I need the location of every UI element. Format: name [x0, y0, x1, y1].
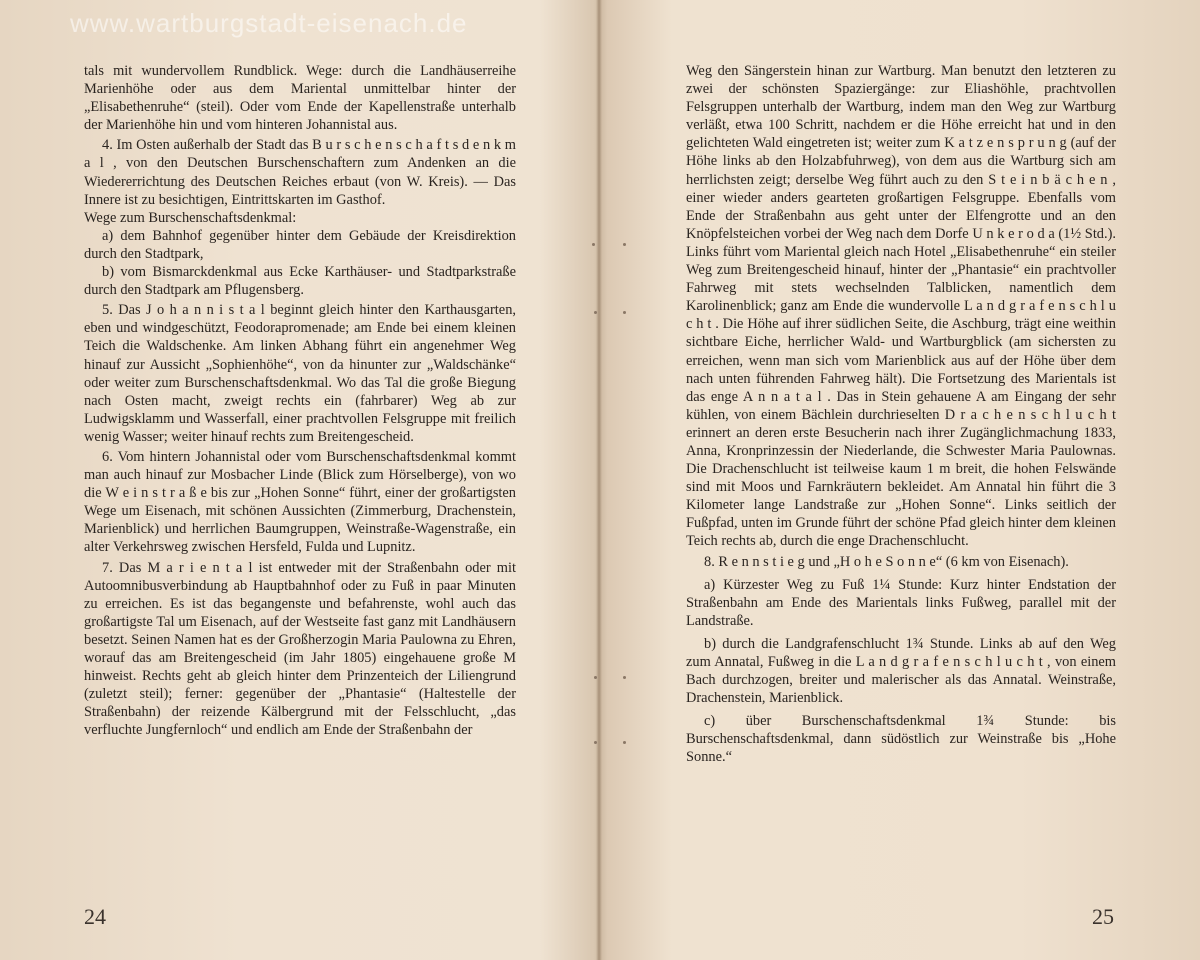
left-paragraph: 5. Das J o h a n n i s t a l beginnt gleich hinter den Karthausgarten, eben und windgeschützt, Feodorapromenade; am Ende bei einem kleinen Teich die Waldschenke. Am linken Abhang führt ein angenehmer Weg hinauf zur Aussicht „Sophienhöhe“, von da hinunter zur „Waldschänke“ oder weiter zum Burschenschaftsdenkmal. Wo das Tal die große Biegung nach Osten macht, zweigt rechts ein (fahrbarer) Weg ab zur Ludwigsklamm und Wasserfall, einer prachtvollen Felsgruppe mit freilich wenig Wasser; weiter hinauf rechts zum Breitengescheid.: [84, 302, 516, 445]
left-paragraph: b) vom Bismarckdenkmal aus Ecke Karthäuser- und Stadtparkstraße durch den Stadtpark am Pflugensberg.: [84, 264, 516, 299]
stitch-mark: [623, 676, 626, 679]
left-paragraph: tals mit wundervollem Rundblick. Wege: durch die Landhäuserreihe Marienhöhe oder aus dem Mariental unmittelbar hinter der „Elisabethenruhe“ (steil). Oder vom Ende der Kapellenstraße unterhalb der Marienhöhe hin und vom hinteren Johannistal aus.: [84, 63, 516, 134]
left-paragraph: Wege zum Burschenschaftsdenkmal:: [84, 209, 297, 226]
stitch-mark: [594, 676, 597, 679]
stitch-mark: [623, 243, 626, 246]
stitch-mark: [594, 311, 597, 314]
watermark: www.wartburgstadt-eisenach.de: [70, 8, 468, 38]
left-page: [84, 62, 516, 739]
left-paragraph: a) dem Bahnhof gegenüber hinter dem Gebäude der Kreisdirektion durch den Stadtpark,: [84, 227, 516, 262]
right-page: [686, 62, 1116, 767]
left-paragraph: 4. Im Osten außerhalb der Stadt das B u r s c h e n s c h a f t s d e n k m a l , von den Deutschen Burschenschaftern zum Andenken an die Wiedererrichtung des Deutschen Reiches erbaut (von W. Kreis). — Das Innere ist zu besichtigen, Eintrittskarten im Gasthof.: [84, 137, 516, 208]
right-paragraph: a) Kürzester Weg zu Fuß 1¼ Stunde: Kurz hinter Endstation der Straßenbahn am Ende des Marientals links Fußweg, parallel mit der Landstraße.: [686, 576, 1116, 629]
stitch-mark: [594, 741, 597, 744]
stitch-mark: [623, 741, 626, 744]
right-paragraph: c) über Burschenschaftsdenkmal 1¾ Stunde: bis Burschenschaftsdenkmal, dann südöstlich zur Weinstraße bis „Hohe Sonne.“: [686, 713, 1116, 766]
right-paragraph: b) durch die Landgrafenschlucht 1¾ Stunde. Links ab auf den Weg zum Annatal, Fußweg in die L a n d g r a f e n s c h l u c h t , von einem Bach durchzogen, breiter und malerischer als das Annatal. Weinstraße, Drachenstein, Marienblick.: [686, 635, 1116, 707]
stitch-mark: [592, 243, 595, 246]
book-gutter: [596, 0, 602, 960]
page-number-left: 24: [84, 904, 106, 929]
stitch-mark: [623, 311, 626, 314]
left-paragraph: 6. Vom hintern Johannistal oder vom Burschenschaftsdenkmal kommt man auch hinauf zur Mosbacher Linde (Blick zum Hörselberge), von wo die W e i n s t r a ß e bis zur „Hohen Sonne“ führt, einer der großartigsten Wege um Eisenach, mit schönen Aussichten (Zimmerburg, Drachenstein, Marienblick) und herrlichen Baumgruppen, Weinstraße-Wagenstraße, ein alter Verkehrsweg zwischen Hersfeld, Fulda und Lupnitz.: [84, 448, 516, 556]
page-number-right: 25: [1092, 904, 1114, 929]
left-paragraph: 7. Das M a r i e n t a l ist entweder mit der Straßenbahn oder mit Autoomnibusverbindung ab Hauptbahnhof oder zu Fuß in paar Minuten zu erreichen. Es ist das begangenste und befahrenste, wohl auch das großartigste Tal um Eisenach, auf der Westseite fast ganz mit Landhäusern besetzt. Seinen Namen hat es der Großherzogin Maria Paulowna zu Ehren, worauf das am Breitengescheid (im Jahr 1805) eingehauene große M hinweist. Rechts geht ab gleich hinter dem Prinzenteich der Liliengrund (zuletzt steil); ferner: gegenüber der „Phantasie“ (Haltestelle der Straßenbahn) der reizende Kälbergrund mit der Felsschlucht, „das verfluchte Jungfernloch“ und endlich am Ende der Straßenbahn der: [84, 559, 516, 739]
right-paragraph: 8. R e n n s t i e g und „H o h e S o n n e“ (6 km von Eisenach).: [704, 553, 1069, 570]
right-paragraph: Weg den Sängerstein hinan zur Wartburg. Man benutzt den letzteren zu zwei der schönsten Spaziergänge: zur Eliashöhle, prachtvollen Felsgruppen unterhalb der Wartburg, indem man den Weg zur Wartburg verläßt, etwa 100 Schritt, nachdem er die Höhe erreicht hat und in den gelichteten Wald eingetreten ist; weiter zum K a t z e n s p r u n g (auf der Höhe links ab den Holzabfuhrweg), von dem aus die Wartburg sich am herrlichsten zeigt; derselbe Weg führt auch zu den S t e i n b ä c h e n , einer wieder anders gearteten großartigen Felsgruppe. Ebenfalls vom Ende der Straßenbahn aus geht unter der Elfengrotte und an den Knöpfelsteichen vorbei der Weg nach dem Dorfe U n k e r o d a (1½ Std.). Links führt vom Mariental gleich nach Hotel „Elisabethenruhe“ ein steiler Weg zum Breitengescheid hinauf, hinter der „Phantasie“ ein prachtvoller Fahrweg mit stets wechselnden Talblicken, namentlich dem Karolinenblick; ganz am Ende die wundervolle L a n d g r a f e n s c h l u c h t . Die Höhe auf ihrer südlichen Seite, die Aschburg, trägt eine weithin sichtbare Eiche, herrlicher Wald- und Wartburgblick (am sichersten zu erreichen, wenn man sich vom Marienblick aus auf der Höhe über dem nach unten führenden Fahrweg hält). Die Fortsetzung des Marientals ist das enge A n n a t a l . Das in Stein gehauene A am Eingang der sehr kühlen, von einem Bächlein durchrieselten D r a c h e n s c h l u c h t erinnert an deren erste Besucherin nach ihrer Zugänglichmachung 1833, Anna, Kronprinzessin der Niederlande, die Schwester Maria Paulownas. Die Drachenschlucht ist teilweise kaum 1 m breit, die hohen Felswände sind mit Moos und Farnkräutern bekleidet. Am Annatal hin führt die 3 Kilometer lange Landstraße zur „Hohen Sonne“. Links seitlich der Fußpfad, unten im Grunde führt der schöne Pfad gleich hinter dem kleinen Teich rechts ab, durch die enge Drachenschlucht.: [686, 63, 1117, 550]
